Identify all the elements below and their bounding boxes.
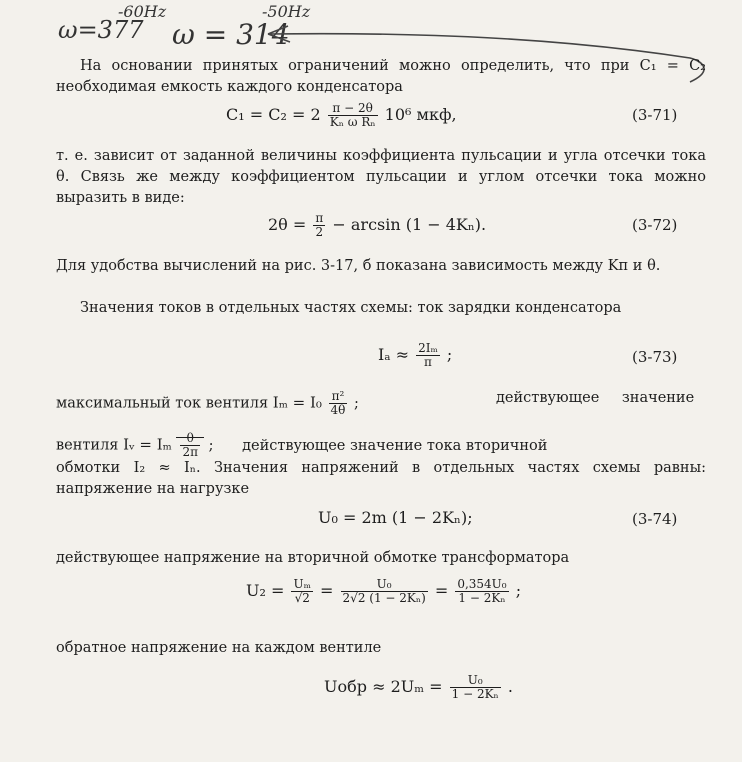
eq371-rhs: 10⁶ мкф, — [384, 105, 457, 124]
max-current-text: максимальный ток вентиля — [56, 395, 269, 412]
paragraph-2: т. е. зависит от заданной величины коэффициента пульсации и угла отсечки тока θ. Связь же между коэффициентом пульсации и углом отсечки тока можно выразить в виде: — [56, 148, 706, 206]
iv-lhs: Iᵥ = Iₘ — [123, 435, 172, 454]
u2-f2-num: U₀ — [341, 578, 428, 592]
im-lhs: Iₘ = I₀ — [272, 393, 322, 412]
eq371-den: Kₙ ω Rₙ — [329, 115, 376, 129]
eq372-lhs: 2θ = — [268, 215, 307, 234]
paragraph-8: действующее напряжение на вторичной обмотке трансформатора — [56, 550, 570, 566]
im-num: π² — [329, 390, 348, 404]
im-rhs: ; — [354, 395, 359, 412]
valve-text: вентиля — [56, 437, 119, 454]
paragraph-3: Для удобства вычислений на рис. 3-17, б показана зависимость между Kп и θ. — [56, 258, 661, 274]
equation-3-74: U₀ = 2m (1 − 2Kₙ); — [318, 508, 473, 527]
uobr-end: . — [507, 677, 513, 696]
u2-f3-num: 0,354U₀ — [457, 577, 507, 591]
eq373-num: 2Iₘ — [418, 341, 438, 355]
paragraph-7: обмотки I₂ ≈ Iₙ. Значения напряжений в отдельных частях схемы равны: напряжение на нагрузке — [56, 460, 706, 497]
u2-f2-den: 2√2 (1 − 2Kₙ) — [342, 591, 426, 605]
eqno-3-72: (3-72) — [632, 216, 678, 234]
uobr-den: 1 − 2Kₙ — [451, 687, 499, 701]
eqno-3-71: (3-71) — [632, 106, 678, 124]
paragraph-9: обратное напряжение на каждом вентиле — [56, 640, 382, 656]
max-current-line — [56, 390, 716, 417]
handwritten-freq-50: -50Hz — [262, 2, 311, 21]
equation-uobr — [324, 674, 513, 701]
eq372-den: 2 — [315, 225, 324, 239]
equation-3-71 — [226, 102, 457, 129]
u2-f1-num: Uₘ — [293, 577, 311, 591]
iv-num: θ — [180, 432, 200, 446]
equation-3-72 — [268, 212, 486, 239]
paragraph-4: Значения токов в отдельных частях схемы: ток зарядки конденсатора — [80, 300, 622, 316]
eq373-lhs: Iₐ ≈ — [378, 345, 409, 364]
eq371-lhs: C₁ = C₂ = 2 — [226, 105, 321, 124]
eq372-num: π — [315, 211, 324, 225]
valve-current-line — [56, 432, 716, 459]
eq373-den: π — [424, 355, 432, 369]
eq371-num: π − 2θ — [328, 102, 378, 116]
paragraph-1: На основании принятых ограничений можно определить, что при C₁ = C₂ необходимая емкость каждого конденсатора — [56, 58, 706, 95]
u2-lhs: U₂ = — [246, 581, 285, 600]
u2-end: ; — [515, 581, 522, 600]
effective-value-text: действующее значение — [496, 390, 695, 406]
handwritten-freq-60: -60Hz — [118, 2, 167, 21]
eq373-rhs: ; — [446, 345, 453, 364]
eqno-3-74: (3-74) — [632, 510, 678, 528]
im-den: 4θ — [330, 403, 346, 417]
u2-f1-den: √2 — [294, 591, 310, 605]
handwritten-omega-377: ω=377 — [58, 16, 144, 44]
eqno-3-73: (3-73) — [632, 348, 678, 366]
equation-u2: U₂ = $\frac{\text{Uₘ}}{√2}$ = $\frac{\text{U₀}}{\text{2√2 (1 − 2Kₙ)}}$ = $\frac{\text{0,354U₀}}{\text{1 − 2Kₙ}}$ ; — [246, 577, 522, 605]
uobr-num: U₀ — [450, 674, 501, 688]
equation-3-73 — [378, 342, 452, 369]
eq372-rhs: − arcsin (1 − 4Kₙ). — [332, 215, 487, 234]
handwritten-omega-314: ω = 314 — [172, 18, 290, 51]
u2-f3-den: 1 − 2Kₙ — [458, 591, 506, 605]
uobr-lhs: Uобр ≈ 2Uₘ = — [324, 677, 443, 696]
iv-rhs: ; — [208, 437, 214, 454]
iv-den: 2π — [182, 445, 198, 459]
secondary-current-text: действующее значение тока вторичной — [242, 437, 548, 454]
